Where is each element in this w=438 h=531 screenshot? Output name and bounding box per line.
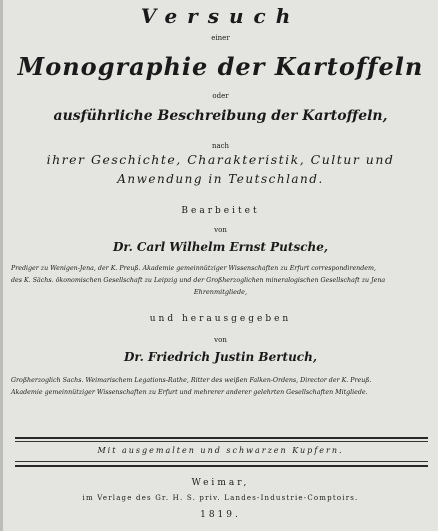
bearbeitet: Bearbeitet — [181, 206, 260, 216]
top-rule-2 — [15, 441, 428, 442]
line-nach: nach — [211, 142, 230, 150]
subject-line-2: Anwendung in Teutschland. — [117, 172, 324, 186]
year: 1819. — [200, 510, 241, 520]
bottom-rule-2 — [15, 465, 428, 467]
herausgegeben: und herausgegeben — [149, 314, 292, 324]
place: Weimar, — [191, 478, 250, 488]
author-desc-3: Ehrenmitgliede, — [193, 288, 248, 296]
author-desc-1: Prediger zu Wenigen-Jena, der K. Preuß. Akademie gemeinnütziger Wissenschaften zu Erfurt correspondirendem, — [11, 265, 376, 272]
title-word: Versuch — [140, 4, 301, 28]
subject-line-1: ihrer Geschichte, Charakteristik, Cultur und — [46, 152, 395, 167]
editor-name: Dr. Friedrich Justin Bertuch, — [123, 350, 318, 364]
von-1: von — [214, 226, 227, 234]
author-desc-2: des K. Sächs. ökonomischen Gesellschaft zu Leipzig und der Großherzoglichen mineralogischen Gesellschaft zu Jena — [11, 277, 386, 284]
von-2: von — [214, 336, 227, 344]
subtitle: ausführliche Beschreibung der Kartoffeln, — [53, 108, 388, 124]
bottom-rule-1 — [15, 461, 428, 462]
top-rule-1 — [15, 437, 428, 439]
main-title: Monographie der Kartoffeln — [17, 52, 424, 81]
author-name: Dr. Carl Wilhelm Ernst Putsche, — [112, 240, 329, 254]
editor-desc-2: Akademie gemeinnütziger Wissenschaften zu Erfurt und mehrerer anderer gelehrten Gesellschaften Mitgliede. — [11, 389, 368, 396]
line-oder: oder — [212, 92, 229, 100]
line-einer: einer — [211, 34, 230, 42]
editor-desc-1: Großherzoglich Sachs. Weimarischem Legations-Rathe, Ritter des weißen Falken-Ordens, Director der K. Preuß. — [11, 377, 372, 384]
plates-note: Mit ausgemalten und schwarzen Kupfern. — [97, 446, 344, 455]
publisher: im Verlage des Gr. H. S. priv. Landes-Industrie-Comptoirs. — [82, 494, 359, 502]
